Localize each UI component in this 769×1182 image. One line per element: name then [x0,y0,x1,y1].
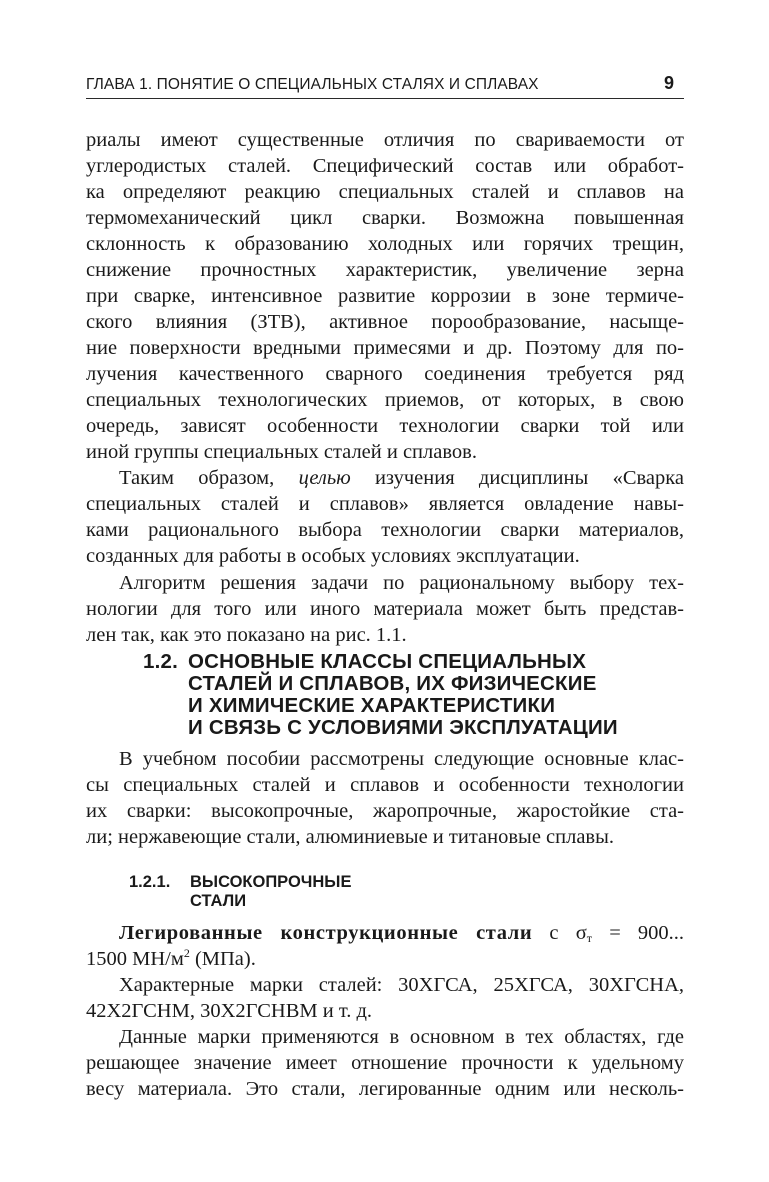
text-line: склонность к образованию холодных или горячих трещин, [86,233,684,255]
text-line: Алгоритм решения задачи по рациональному выбору тех- [119,572,684,594]
section-title-text: ОСНОВНЫЕ КЛАССЫ СПЕЦИАЛЬНЫХ [188,650,587,673]
sigma-letter: σ [575,922,587,944]
text-line: созданных для работы в особых условиях эксплуатации. [86,545,580,567]
sigma-symbol [576,922,592,944]
text-line: В учебном пособии рассмотрены следующие основные клас- [119,748,684,770]
text-line: при сварке, интенсивное развитие коррозии в зоне термиче- [86,285,684,307]
text-line: ками рационального выбора технологии сварки материалов, [86,519,684,541]
text-line: весу материала. Это стали, легированные одним или несколь- [86,1078,684,1100]
section-number: 1.2. [143,650,178,673]
running-header [86,74,684,99]
text-line: снижение прочностных характеристик, увеличение зерна [86,259,684,281]
text-run: Таким образом, [119,467,275,489]
section-heading-line [143,651,586,673]
text-run: 1500 МН/м [86,948,184,970]
sigma-subscript: т [586,931,593,945]
text-run: = 900... [609,922,685,944]
text-line: ка определяют реакцию специальных сталей и сплавов на [86,181,684,203]
text-run: с [549,922,559,944]
superscript: 2 [183,946,190,960]
page-number: 9 [663,73,674,93]
text-line: 42Х2ГСНМ, 30Х2ГСНВМ и т. д. [86,1000,373,1022]
section-heading-line: И СВЯЗЬ С УСЛОВИЯМИ ЭКСПЛУАТАЦИИ [188,716,618,739]
text-line: иной группы специальных сталей и сплавов. [86,441,477,463]
text-line: нологии для того или иного материала может быть представ- [86,598,684,620]
subsection-heading-line [129,873,351,892]
text-line: ние поверхности вредными примесями и др. Поэтому для по- [86,337,684,359]
text-line: Данные марки применяются в основном в тех областях, где [119,1026,684,1048]
text-line: очередь, зависят особенности технологии сварки той или [86,415,684,437]
bold-term: Легированные конструкционные стали [119,922,533,944]
text-line-with-bold [119,920,684,946]
subsection-title-text: ВЫСОКОПРОЧНЫЕ [190,873,352,891]
section-heading-line: И ХИМИЧЕСКИЕ ХАРАКТЕРИСТИКИ [188,694,556,717]
text-run: (МПа). [194,948,256,970]
text-line: термомеханический цикл сварки. Возможна повышенная [86,207,684,229]
subsection-heading-line: СТАЛИ [190,892,247,910]
text-line: их сварки: высокопрочные, жаропрочные, жаростойкие ста- [86,800,684,822]
text-line: ского влияния (ЗТВ), активное порообразование, насыще- [86,311,684,333]
text-run: изучения дисциплины «Сварка [374,467,684,489]
text-line: лучения качественного сварного соединения требуется ряд [86,363,684,385]
text-line: Характерные марки сталей: 30ХГСА, 25ХГСА, 30ХГСНА, [119,974,684,996]
subsection-number: 1.2.1. [129,873,171,891]
text-line: углеродистых сталей. Специфический состав или обработ- [86,155,684,177]
text-line: решающее значение имеет отношение прочности к удельному [86,1052,684,1074]
text-line: ли; нержавеющие стали, алюминиевые и титановые сплавы. [86,826,615,848]
text-line: лен так, как это показано на рис. 1.1. [86,624,407,646]
text-line-with-superscript [86,946,684,972]
text-line: риалы имеют существенные отличия по свариваемости от [86,129,684,151]
text-line-with-italic [119,465,684,491]
text-line: специальных сталей и сплавов» является овладение навы- [86,493,684,515]
italic-term: целью [298,467,351,489]
chapter-title: ГЛАВА 1. ПОНЯТИЕ О СПЕЦИАЛЬНЫХ СТАЛЯХ И СПЛАВАХ [86,76,539,93]
text-line: сы специальных сталей и сплавов и особенности технологии [86,774,684,796]
section-heading-line: СТАЛЕЙ И СПЛАВОВ, ИХ ФИЗИЧЕСКИЕ [188,672,597,695]
text-line: специальных технологических приемов, от которых, в свою [86,389,684,411]
